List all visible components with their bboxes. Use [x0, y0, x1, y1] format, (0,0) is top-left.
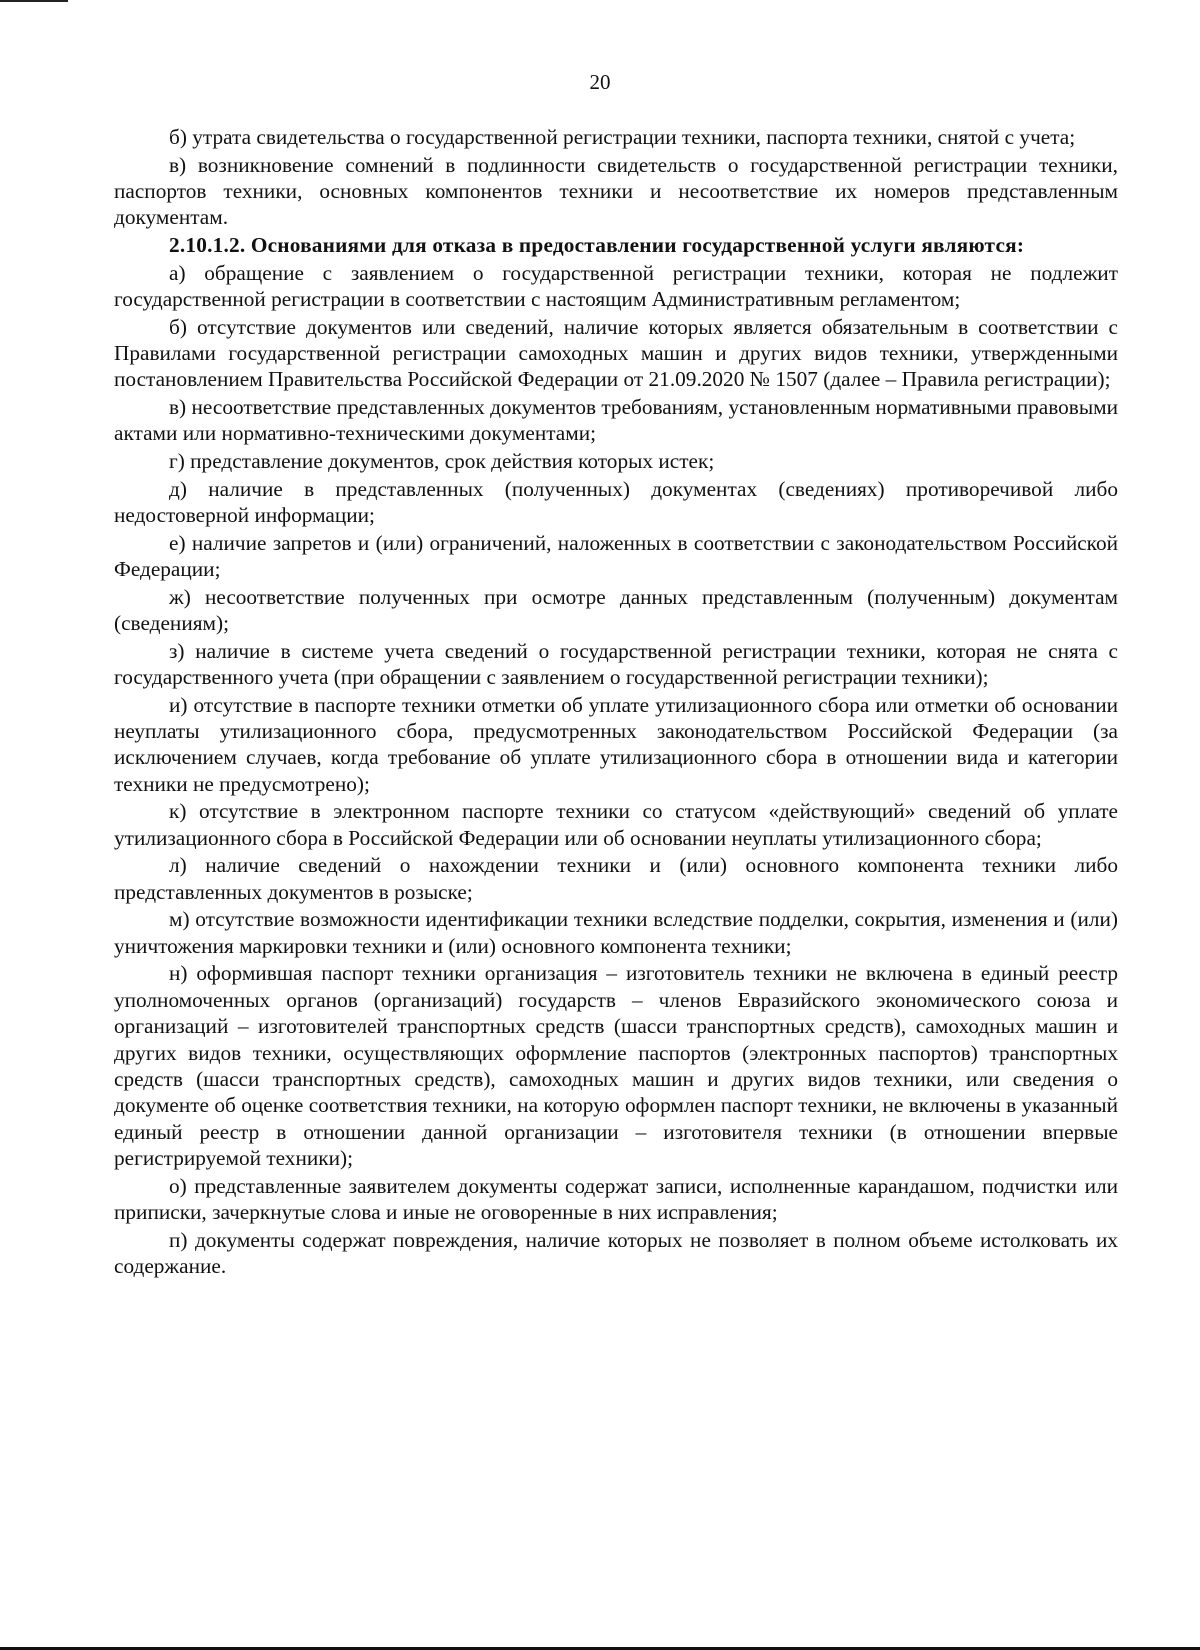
- paragraph-o: о) представленные заявителем документы содержат записи, исполненные карандашом, подчистки или приписки, зачеркнутые слова и иные не оговоренные в них исправления;: [114, 1173, 1118, 1225]
- page-number: 20: [589, 70, 611, 94]
- section-heading-2-10-1-2: 2.10.1.2. Основаниями для отказа в предоставлении государственной услуги являются:: [169, 233, 1025, 257]
- paragraph-b: б) отсутствие документов или сведений, наличие которых является обязательным в соответствии с Правилами государственной регистрации самоходных машин и других видов техники, утвержденными постановлением Правительства Российской Федерации от 21.09.2020 № 1507 (далее – Правила регистрации);: [114, 314, 1118, 392]
- paragraph-zh: ж) несоответствие полученных при осмотре данных представленным (полученным) документам (сведениям);: [114, 584, 1118, 635]
- paragraph-m: м) отсутствие возможности идентификации техники вследствие подделки, сокрытия, изменения и (или) уничтожения маркировки техники и (или) основного компонента техники;: [114, 907, 1118, 958]
- paragraph-a: а) обращение с заявлением о государственной регистрации техники, которая не подлежит государственной регистрации в соответствии с настоящим Административным регламентом;: [114, 260, 1118, 311]
- scan-edge-mark: [0, 0, 68, 2]
- paragraph-l: л) наличие сведений о нахождении техники и (или) основного компонента техники либо представленных документов в розыске;: [114, 853, 1118, 904]
- paragraph-p: п) документы содержат повреждения, наличие которых не позволяет в полном объеме истолковать их содержание.: [114, 1227, 1118, 1279]
- paragraph-g: г) представление документов, срок действия которых истек;: [169, 449, 715, 473]
- paragraph-v: в) несоответствие представленных документов требованиям, установленным нормативными правовыми актами или нормативно-техническими документами;: [114, 395, 1118, 446]
- paragraph-v-doubts: в) возникновение сомнений в подлинности свидетельств о государственной регистрации техники, паспортов техники, основных компонентов техники и несоответствие их номеров представленным документам.: [114, 152, 1118, 230]
- paragraph-n: н) оформившая паспорт техники организация – изготовитель техники не включена в единый реестр уполномоченных органов (организаций) государств – членов Евразийского экономического союза и организаций – изготовителей транспортных средств (шасси транспортных средств), самоходных машин и других видов техники, осуществляющих оформление паспортов (электронных паспортов) транспортных средств (шасси транспортных средств), самоходных машин и других видов техники, или сведения о документе об оценке соответствия техники, на которую оформлен паспорт техники, не включены в указанный единый реестр в отношении данной организации – изготовителя техники (в отношении впервые регистрируемой техники);: [114, 961, 1118, 1171]
- paragraph-e: е) наличие запретов и (или) ограничений, наложенных в соответствии с законодательством Российской Федерации;: [114, 530, 1118, 581]
- document-body: [114, 124, 1118, 1281]
- paragraph-i: и) отсутствие в паспорте техники отметки об уплате утилизационного сбора или отметки об основании неуплаты утилизационного сбора, предусмотренных законодательством Российской Федерации (за исключением случаев, когда требование об уплате утилизационного сбора в отношении вида и категории техники не предусмотрено);: [114, 692, 1118, 796]
- paragraph-z: з) наличие в системе учета сведений о государственной регистрации техники, которая не снята с государственного учета (при обращении с заявлением о государственной регистрации техники);: [114, 638, 1118, 689]
- paragraph-k: к) отсутствие в электронном паспорте техники со статусом «действующий» сведений об уплате утилизационного сбора в Российской Федерации или об основании неуплаты утилизационного сбора;: [114, 799, 1118, 850]
- paragraph-b-loss: б) утрата свидетельства о государственной регистрации техники, паспорта техники, снятой с учета;: [169, 125, 1076, 149]
- paragraph-d: д) наличие в представленных (полученных) документах (сведениях) противоречивой либо недостоверной информации;: [114, 476, 1118, 527]
